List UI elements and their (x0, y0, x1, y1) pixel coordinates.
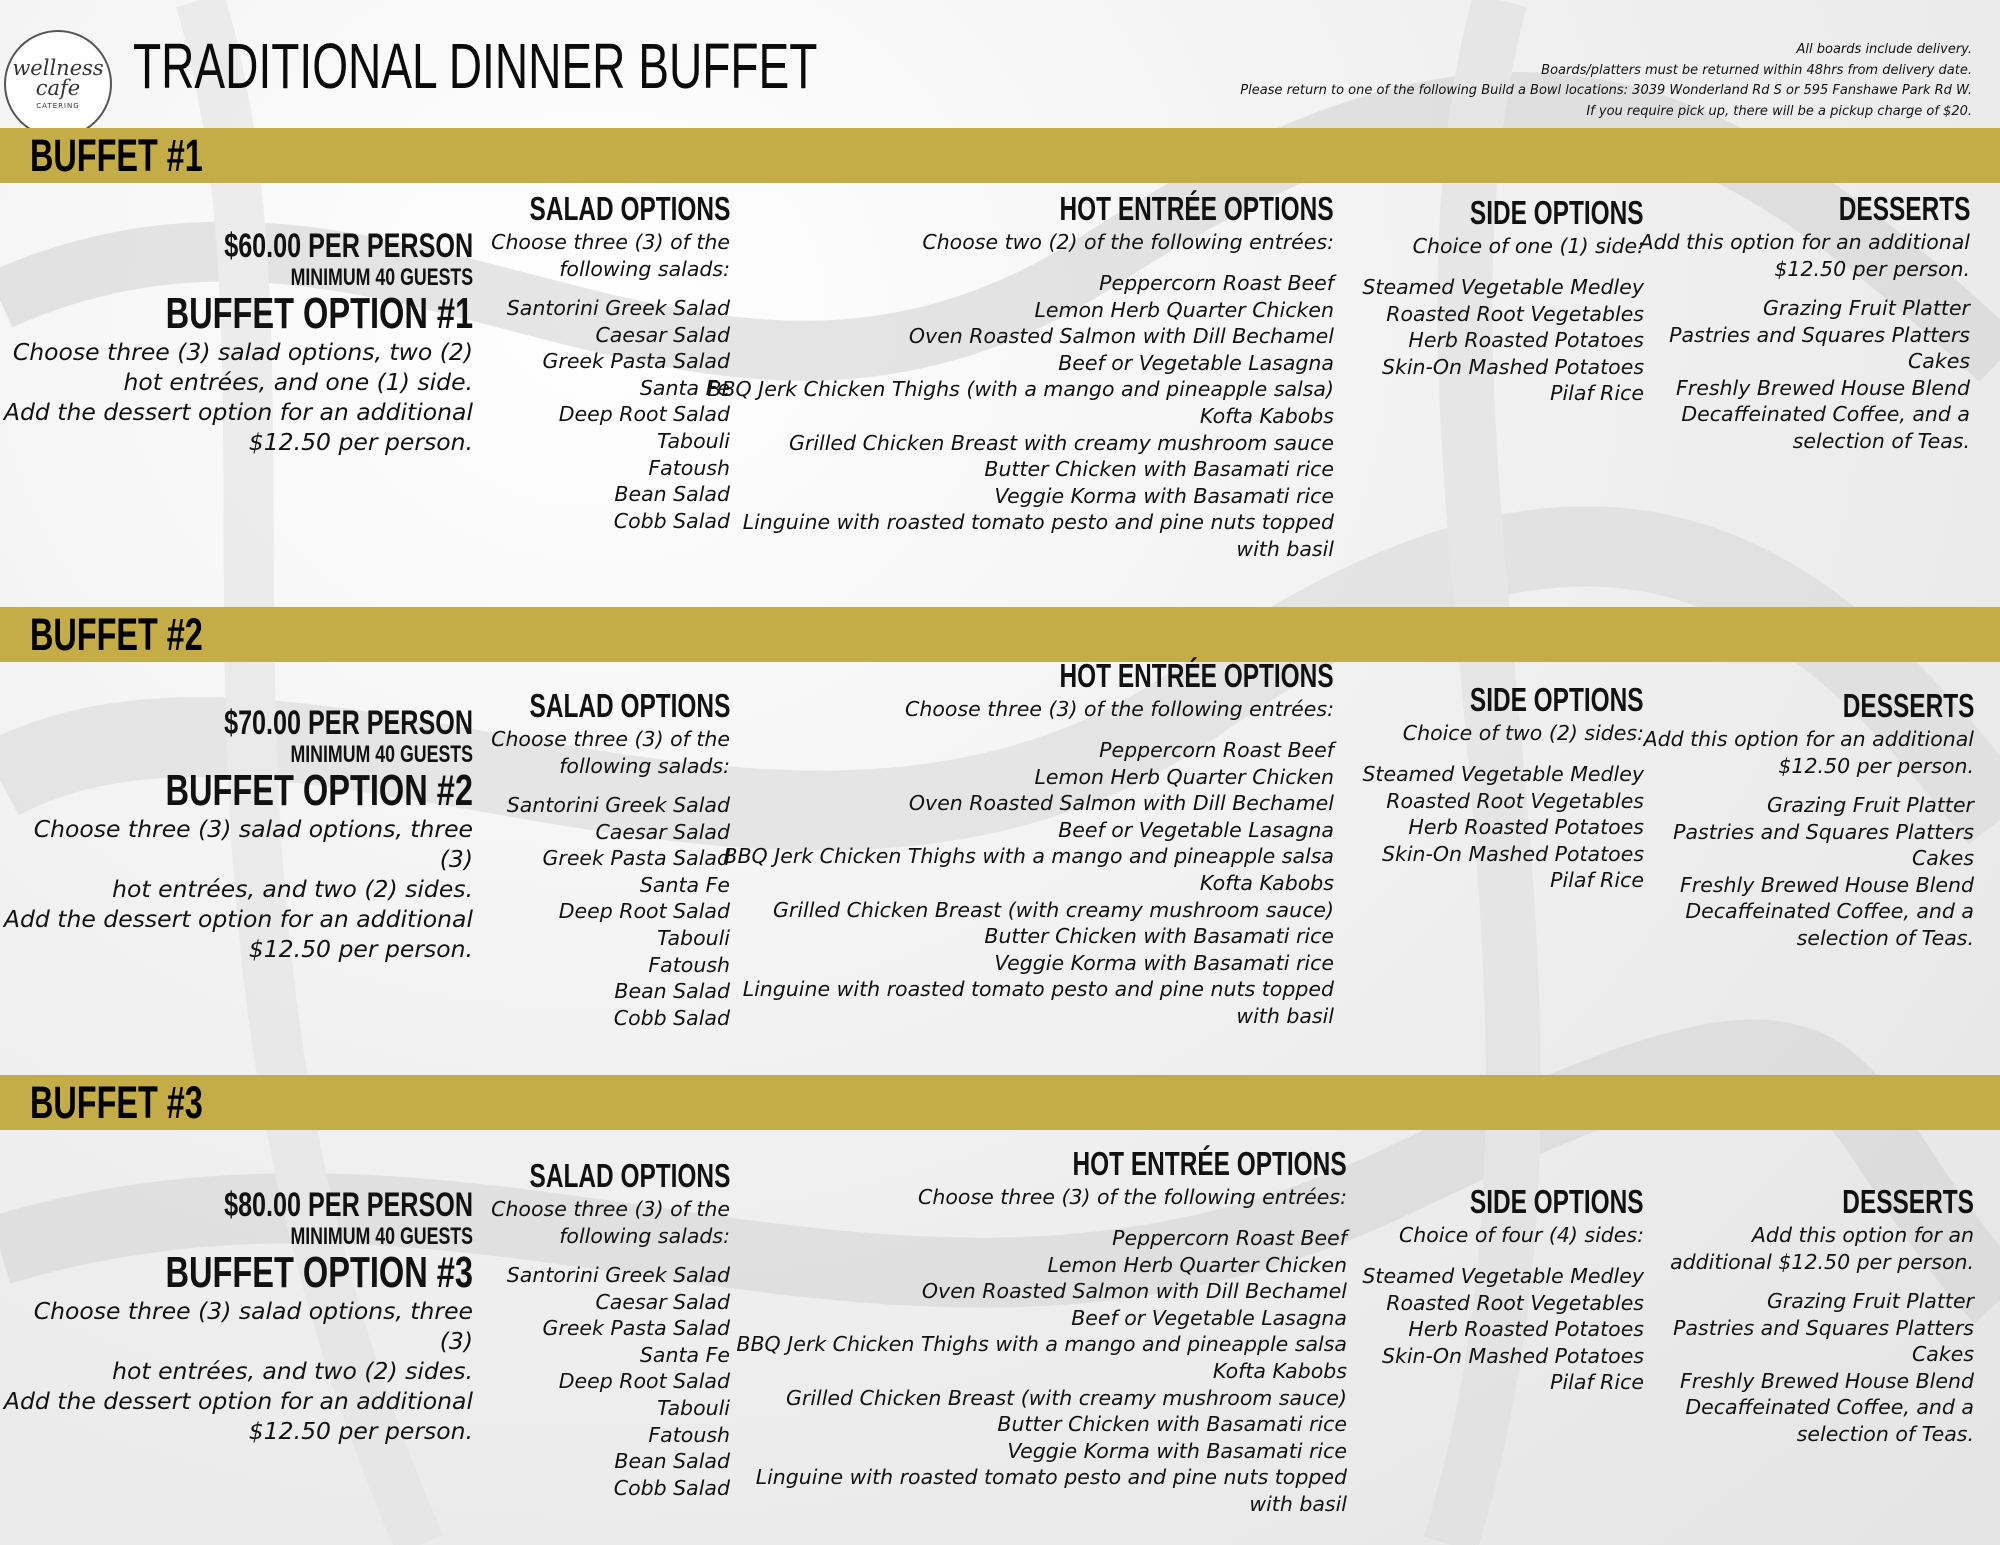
list-item: Caesar Salad (595, 322, 730, 347)
option-description: Choose three (3) salad options, three (3) hot entrées, and two (2) sides. Add the dessert option for an additional $12.50 per person. (3, 815, 473, 963)
list-item: Cobb Salad (613, 1005, 730, 1030)
list-item: Lemon Herb Quarter Chicken (1034, 764, 1334, 789)
buffet-3-label: BUFFET #3 (30, 1077, 203, 1128)
list-item: selection of Teas. (1792, 428, 1970, 453)
side-list (1362, 274, 1644, 407)
side-instructions: Choice of two (2) sides: (1402, 721, 1644, 745)
list-item: Veggie Korma with Basamati rice (994, 483, 1334, 508)
salad-list (459, 1262, 730, 1501)
entree-instructions: Choose three (3) of the following entrées: (905, 697, 1334, 721)
list-item: Santa Fe (639, 1342, 730, 1367)
buffet-2-label: BUFFET #2 (30, 609, 203, 660)
minimum-guests: MINIMUM 40 GUESTS (290, 264, 473, 291)
logo-line-3: CATERING (36, 101, 80, 110)
list-item: Kofta Kabobs (1199, 870, 1334, 895)
list-item: Linguine with roasted tomato pesto and pine nuts topped (742, 977, 1334, 1002)
entree-heading: HOT ENTRÉE OPTIONS (1059, 657, 1334, 694)
list-item: Santorini Greek Salad (506, 1263, 730, 1287)
list-item: Deep Root Salad (558, 1369, 730, 1394)
list-item: Bean Salad (614, 482, 730, 507)
list-item: Peppercorn Roast Beef (1099, 738, 1334, 762)
list-item: BBQ Jerk Chicken Thighs with a mango and pineapple salsa (736, 1332, 1347, 1357)
list-item: Oven Roasted Salmon with Dill Bechamel (908, 791, 1334, 816)
buffet-1-label: BUFFET #1 (30, 130, 203, 181)
note-line: If you require pick up, there will be a pickup charge of $20. (1586, 103, 1972, 119)
list-item: Grazing Fruit Platter (1766, 793, 1974, 817)
note-line: Please return to one of the following Build a Bowl locations: 3039 Wonderland Rd S or 595 Fanshawe Park Rd W. (1240, 83, 1972, 98)
buffet-2-summary (0, 704, 473, 964)
list-item: Santa Fe (639, 872, 730, 897)
buffet-2-band (0, 607, 2000, 662)
list-item: Freshly Brewed House Blend (1680, 872, 1974, 897)
buffet-1-band (0, 128, 2000, 183)
list-item: BBQ Jerk Chicken Thighs (with a mango and pineapple salsa) (707, 377, 1334, 402)
entree-instructions: Choose two (2) of the following entrées: (922, 230, 1334, 254)
list-item: Freshly Brewed House Blend (1676, 375, 1970, 400)
price: $80.00 PER PERSON (224, 1186, 473, 1224)
list-item: Pastries and Squares Platters (1673, 819, 1974, 844)
list-item: Linguine with roasted tomato pesto and pine nuts topped (755, 1465, 1347, 1490)
salad-heading: SALAD OPTIONS (529, 687, 730, 724)
delivery-notes (1240, 40, 1972, 122)
list-item: Bean Salad (614, 1449, 730, 1474)
entree-instructions: Choose three (3) of the following entrées: (918, 1185, 1347, 1209)
list-item: Cakes (1911, 1342, 1974, 1367)
buffet-3-entree-column (736, 1144, 1347, 1518)
list-item: Beef or Vegetable Lasagna (1071, 1305, 1347, 1330)
dessert-heading: DESSERTS (1842, 1183, 1974, 1220)
wellness-cafe-logo (4, 30, 112, 138)
list-item: Oven Roasted Salmon with Dill Bechamel (921, 1279, 1347, 1304)
option-title: BUFFET OPTION #2 (165, 766, 473, 815)
salad-instructions: Choose three (3) of the following salads: (491, 727, 730, 778)
list-item: Decaffeinated Coffee, and a (1685, 899, 1974, 924)
list-item: Cakes (1907, 349, 1970, 374)
buffet-3-side-column (1362, 1182, 1644, 1396)
list-item: Pilaf Rice (1550, 381, 1644, 406)
buffet-2-side-column (1362, 680, 1644, 894)
list-item: Pilaf Rice (1550, 1370, 1644, 1395)
note-line: All boards include delivery. (1796, 42, 1972, 57)
salad-heading: SALAD OPTIONS (529, 190, 730, 227)
option-description: Choose three (3) salad options, three (3) hot entrées, and two (2) sides. Add the dessert option for an additional $12.50 per person. (3, 1297, 473, 1445)
list-item: Butter Chicken with Basamati rice (997, 1412, 1347, 1437)
side-instructions: Choice of one (1) side: (1412, 234, 1644, 258)
dessert-instructions: Add this option for an additional $12.50 per person. (1670, 1223, 1974, 1274)
list-item: Fatoush (648, 952, 730, 977)
list-item: Butter Chicken with Basamati rice (984, 457, 1334, 482)
list-item: Butter Chicken with Basamati rice (984, 924, 1334, 949)
price: $60.00 PER PERSON (224, 227, 473, 265)
list-item: Herb Roasted Potatoes (1408, 815, 1644, 840)
salad-list (459, 295, 730, 534)
list-item: Santorini Greek Salad (506, 296, 730, 320)
buffet-1-entree-column (707, 189, 1334, 563)
list-item: selection of Teas. (1796, 1421, 1974, 1446)
buffet-3-dessert-column (1670, 1182, 1974, 1448)
list-item: Pastries and Squares Platters (1673, 1315, 1974, 1340)
entree-heading: HOT ENTRÉE OPTIONS (1059, 190, 1334, 227)
salad-instructions: Choose three (3) of the following salads: (491, 1197, 730, 1248)
list-item: Kofta Kabobs (1212, 1358, 1347, 1383)
list-item: Roasted Root Vegetables (1386, 1290, 1644, 1315)
list-item: Herb Roasted Potatoes (1408, 1317, 1644, 1342)
option-description: Choose three (3) salad options, two (2) hot entrées, and one (1) side. Add the dessert option for an additional $12.50 per person. (3, 338, 473, 456)
dessert-list (1670, 1288, 1974, 1448)
list-item: Veggie Korma with Basamati rice (1007, 1438, 1347, 1463)
dessert-heading: DESSERTS (1842, 687, 1974, 724)
list-item: Tabouli (657, 428, 730, 453)
buffet-1-salad-column (459, 189, 730, 534)
list-item: Grazing Fruit Platter (1766, 1289, 1974, 1313)
price: $70.00 PER PERSON (224, 704, 473, 742)
side-list (1362, 1263, 1644, 1396)
list-item: Oven Roasted Salmon with Dill Bechamel (908, 324, 1334, 349)
dessert-list (1644, 792, 1974, 952)
entree-list (736, 1225, 1347, 1518)
side-instructions: Choice of four (4) sides: (1398, 1223, 1644, 1247)
list-item: Greek Pasta Salad (542, 846, 730, 871)
list-item: Beef or Vegetable Lasagna (1058, 350, 1334, 375)
list-item: Roasted Root Vegetables (1386, 788, 1644, 813)
list-item: Cakes (1911, 846, 1974, 871)
buffet-1-dessert-column (1640, 189, 1970, 455)
buffet-2-salad-column (459, 686, 730, 1031)
option-title: BUFFET OPTION #3 (165, 1248, 473, 1297)
list-item: Tabouli (657, 1395, 730, 1420)
buffet-2-dessert-column (1644, 686, 1974, 952)
list-item: Skin-On Mashed Potatoes (1381, 1343, 1644, 1368)
list-item: Tabouli (657, 925, 730, 950)
list-item: Steamed Vegetable Medley (1362, 1264, 1644, 1288)
list-item: Steamed Vegetable Medley (1362, 762, 1644, 786)
buffet-3-summary (0, 1186, 473, 1446)
list-item: Veggie Korma with Basamati rice (994, 950, 1334, 975)
list-item: Caesar Salad (595, 1289, 730, 1314)
list-item: Greek Pasta Salad (542, 349, 730, 374)
list-item: BBQ Jerk Chicken Thighs with a mango and pineapple salsa (723, 844, 1334, 869)
list-item: Pastries and Squares Platters (1669, 322, 1970, 347)
list-item: Decaffeinated Coffee, and a (1681, 402, 1970, 427)
list-item: Cobb Salad (613, 1475, 730, 1500)
list-item: with basil (1249, 1491, 1347, 1516)
salad-heading: SALAD OPTIONS (529, 1157, 730, 1194)
dessert-heading: DESSERTS (1838, 190, 1970, 227)
list-item: Grilled Chicken Breast (with creamy mushroom sauce) (786, 1385, 1347, 1410)
list-item: Greek Pasta Salad (542, 1316, 730, 1341)
side-heading: SIDE OPTIONS (1470, 1183, 1644, 1220)
page-header (0, 0, 2000, 128)
list-item: Steamed Vegetable Medley (1362, 275, 1644, 299)
list-item: Fatoush (648, 1422, 730, 1447)
list-item: Grilled Chicken Breast with creamy mushroom sauce (789, 430, 1334, 455)
list-item: Linguine with roasted tomato pesto and pine nuts topped (742, 510, 1334, 535)
list-item: Skin-On Mashed Potatoes (1381, 354, 1644, 379)
salad-instructions: Choose three (3) of the following salads: (491, 230, 730, 281)
entree-list (707, 270, 1334, 563)
page-title: TRADITIONAL DINNER BUFFET (133, 30, 818, 102)
logo-line-2: cafe (35, 75, 81, 100)
side-heading: SIDE OPTIONS (1470, 681, 1644, 718)
list-item: Roasted Root Vegetables (1386, 301, 1644, 326)
buffet-2-entree-column (723, 656, 1334, 1030)
list-item: Grilled Chicken Breast (with creamy mushroom sauce) (773, 897, 1334, 922)
list-item: Decaffeinated Coffee, and a (1685, 1395, 1974, 1420)
list-item: Kofta Kabobs (1199, 403, 1334, 428)
buffet-1-summary (4, 227, 473, 457)
list-item: selection of Teas. (1796, 925, 1974, 950)
list-item: Lemon Herb Quarter Chicken (1047, 1252, 1347, 1277)
side-list (1362, 761, 1644, 894)
list-item: Deep Root Salad (558, 402, 730, 427)
buffet-3-salad-column (459, 1156, 730, 1501)
entree-heading: HOT ENTRÉE OPTIONS (1072, 1145, 1347, 1182)
list-item: Grazing Fruit Platter (1762, 296, 1970, 320)
list-item: Beef or Vegetable Lasagna (1058, 817, 1334, 842)
dessert-instructions: Add this option for an additional $12.50 per person. (1643, 727, 1974, 778)
entree-list (723, 737, 1334, 1030)
salad-list (459, 792, 730, 1031)
list-item: Cobb Salad (613, 508, 730, 533)
list-item: Herb Roasted Potatoes (1408, 328, 1644, 353)
list-item: Peppercorn Roast Beef (1112, 1226, 1347, 1250)
list-item: Fatoush (648, 455, 730, 480)
minimum-guests: MINIMUM 40 GUESTS (290, 741, 473, 768)
list-item: Lemon Herb Quarter Chicken (1034, 297, 1334, 322)
side-heading: SIDE OPTIONS (1470, 194, 1644, 231)
buffet-3-band (0, 1075, 2000, 1130)
minimum-guests: MINIMUM 40 GUESTS (290, 1223, 473, 1250)
list-item: Caesar Salad (595, 819, 730, 844)
list-item: Skin-On Mashed Potatoes (1381, 841, 1644, 866)
list-item: Santa Fe (639, 375, 730, 400)
list-item: Deep Root Salad (558, 899, 730, 924)
list-item: Santorini Greek Salad (506, 793, 730, 817)
logo-line-1: wellness (12, 55, 104, 80)
note-line: Boards/platters must be returned within 48hrs from delivery date. (1541, 62, 1972, 78)
dessert-instructions: Add this option for an additional $12.50 per person. (1639, 230, 1970, 281)
list-item: Pilaf Rice (1550, 868, 1644, 893)
buffet-1-side-column (1362, 193, 1644, 407)
option-title: BUFFET OPTION #1 (165, 289, 473, 338)
dessert-list (1640, 295, 1970, 455)
list-item: Bean Salad (614, 979, 730, 1004)
list-item: with basil (1236, 1003, 1334, 1028)
list-item: Freshly Brewed House Blend (1680, 1368, 1974, 1393)
list-item: with basil (1236, 536, 1334, 561)
list-item: Peppercorn Roast Beef (1099, 271, 1334, 295)
